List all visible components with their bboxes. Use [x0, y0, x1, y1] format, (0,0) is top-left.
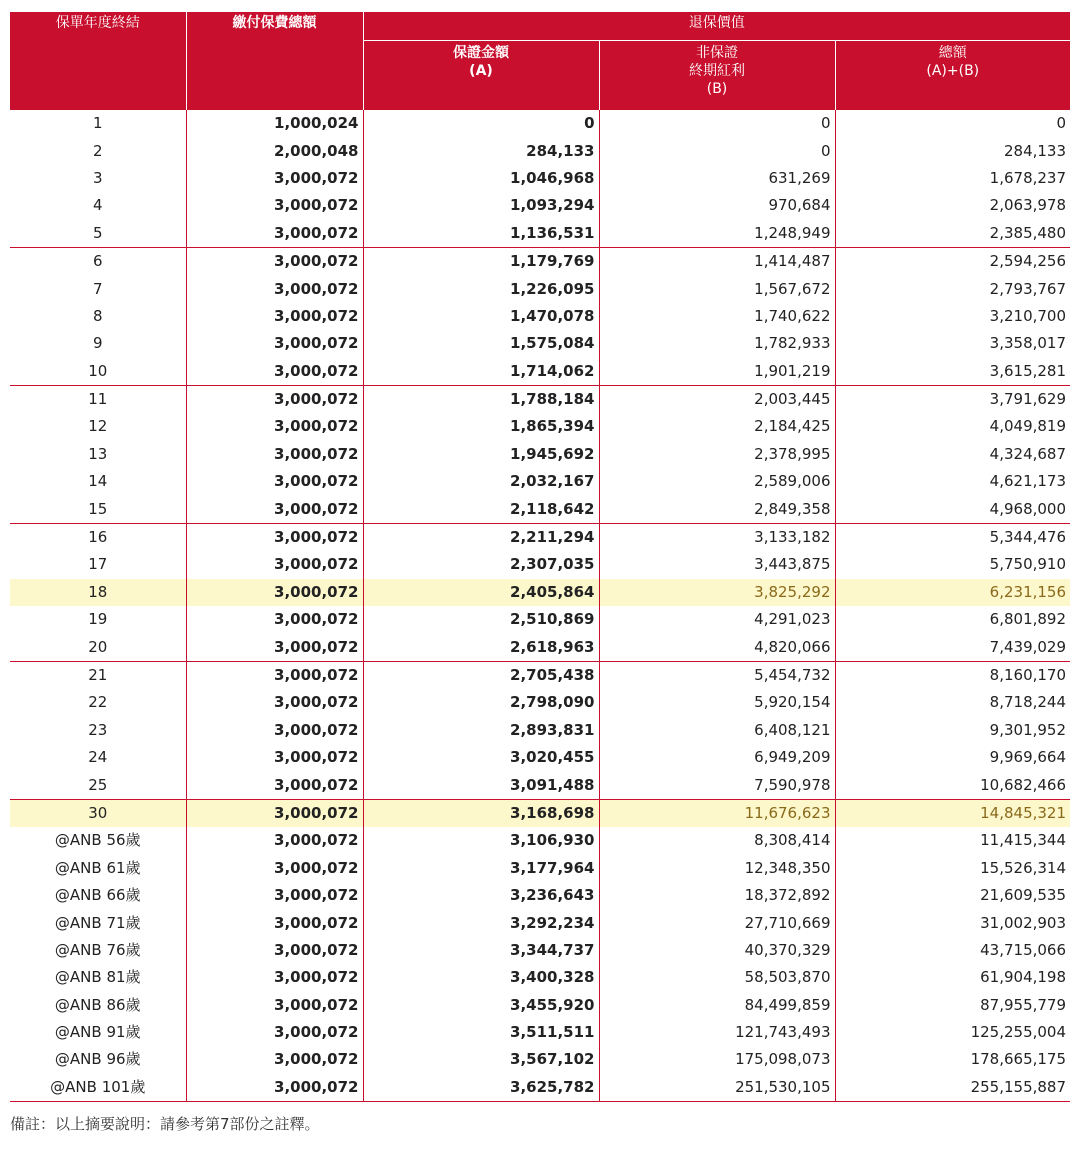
cell-total: 4,621,173: [835, 468, 1070, 495]
cell-guaranteed: 3,567,102: [363, 1046, 599, 1073]
cell-policy-year: 1: [92, 114, 103, 133]
table-row: [10, 495, 1070, 523]
cell-guaranteed: 3,511,511: [363, 1019, 599, 1046]
cell-bonus: 12,348,350: [599, 855, 835, 882]
cell-total: 4,968,000: [835, 495, 1070, 523]
table-row: [10, 358, 1070, 386]
cell-bonus: 6,408,121: [599, 717, 835, 744]
cell-bonus: 1,901,219: [599, 358, 835, 386]
cell-bonus: 1,567,672: [599, 275, 835, 302]
cell-total: 8,718,244: [835, 689, 1070, 716]
table-row: [10, 303, 1070, 330]
cell-total: 6,231,156: [835, 579, 1070, 606]
table-row: [10, 882, 1070, 909]
cell-guaranteed: 1,865,394: [363, 413, 599, 440]
cell-guaranteed: 3,344,737: [363, 937, 599, 964]
cell-total: 125,255,004: [835, 1019, 1070, 1046]
cell-total-premium: 3,000,072: [186, 523, 363, 551]
cell-policy-year: @ANB 96歲: [54, 1050, 141, 1069]
cell-bonus: 40,370,329: [599, 937, 835, 964]
cell-policy-year: @ANB 76歲: [54, 940, 141, 959]
cell-guaranteed: 2,118,642: [363, 495, 599, 523]
cell-total-premium: 3,000,072: [186, 220, 363, 248]
cell-total-premium: 3,000,072: [186, 937, 363, 964]
cell-policy-year: 5: [92, 223, 103, 242]
cell-total-premium: 3,000,072: [186, 744, 363, 771]
cell-bonus: 3,443,875: [599, 551, 835, 578]
cell-guaranteed: 2,893,831: [363, 717, 599, 744]
cell-total: 1,678,237: [835, 165, 1070, 192]
table-row: [10, 606, 1070, 633]
cell-policy-year: @ANB 86歲: [54, 995, 141, 1014]
cell-policy-year: 4: [92, 196, 103, 215]
cell-bonus: 4,820,066: [599, 633, 835, 661]
cell-total: 61,904,198: [835, 964, 1070, 991]
cell-total: 15,526,314: [835, 855, 1070, 882]
cell-total-premium: 3,000,072: [186, 192, 363, 219]
cell-policy-year: @ANB 81歲: [54, 968, 141, 987]
cell-policy-year: 20: [88, 637, 108, 656]
cell-bonus: 58,503,870: [599, 964, 835, 991]
cell-total-premium: 3,000,072: [186, 551, 363, 578]
cell-guaranteed: 3,292,234: [363, 909, 599, 936]
cell-bonus: 1,740,622: [599, 303, 835, 330]
surrender-value-table-container: [10, 12, 1070, 1102]
cell-total-premium: 3,000,072: [186, 882, 363, 909]
cell-total-premium: 3,000,072: [186, 799, 363, 827]
cell-total-premium: 3,000,072: [186, 633, 363, 661]
table-row: [10, 137, 1070, 164]
table-row: [10, 964, 1070, 991]
cell-total: 2,793,767: [835, 275, 1070, 302]
cell-total-premium: 3,000,072: [186, 303, 363, 330]
cell-guaranteed: 2,618,963: [363, 633, 599, 661]
cell-total-premium: 3,000,072: [186, 165, 363, 192]
cell-bonus: 5,920,154: [599, 689, 835, 716]
cell-total: 2,385,480: [835, 220, 1070, 248]
cell-policy-year: 22: [88, 693, 108, 712]
cell-total: 4,324,687: [835, 441, 1070, 468]
cell-guaranteed: 2,405,864: [363, 579, 599, 606]
cell-total: 6,801,892: [835, 606, 1070, 633]
cell-total-premium: 3,000,072: [186, 495, 363, 523]
header-total-line1: 總額: [938, 45, 967, 61]
header-guaranteed: [363, 41, 599, 111]
cell-policy-year: 10: [88, 361, 108, 380]
cell-policy-year: 9: [92, 334, 103, 353]
cell-bonus: 4,291,023: [599, 606, 835, 633]
header-bonus-line3: (B): [706, 81, 728, 97]
cell-guaranteed: 3,400,328: [363, 964, 599, 991]
table-row: [10, 661, 1070, 689]
cell-total-premium: 3,000,072: [186, 909, 363, 936]
cell-total: 21,609,535: [835, 882, 1070, 909]
cell-total: 0: [835, 110, 1070, 137]
table-row: [10, 385, 1070, 413]
cell-total: 9,969,664: [835, 744, 1070, 771]
surrender-value-table: [10, 12, 1070, 1102]
table-row: [10, 744, 1070, 771]
table-row: [10, 579, 1070, 606]
cell-total-premium: 3,000,072: [186, 413, 363, 440]
cell-policy-year: 18: [10, 579, 186, 606]
cell-total-premium: 3,000,072: [186, 358, 363, 386]
cell-total-premium: 3,000,072: [186, 275, 363, 302]
cell-guaranteed: 2,798,090: [363, 689, 599, 716]
cell-total: 8,160,170: [835, 661, 1070, 689]
cell-guaranteed: 0: [363, 110, 599, 137]
cell-guaranteed: 1,093,294: [363, 192, 599, 219]
cell-policy-year: 3: [92, 168, 103, 187]
cell-guaranteed: 2,510,869: [363, 606, 599, 633]
cell-guaranteed: 3,168,698: [363, 799, 599, 827]
cell-total: 5,750,910: [835, 551, 1070, 578]
cell-bonus: 2,184,425: [599, 413, 835, 440]
cell-total: 14,845,321: [835, 799, 1070, 827]
cell-guaranteed: 3,091,488: [363, 771, 599, 799]
table-row: [10, 413, 1070, 440]
cell-total: 10,682,466: [835, 771, 1070, 799]
cell-bonus: 1,782,933: [599, 330, 835, 357]
cell-guaranteed: 3,625,782: [363, 1074, 599, 1102]
cell-policy-year: 16: [10, 523, 186, 551]
cell-total-premium: 3,000,072: [186, 855, 363, 882]
cell-guaranteed: 2,211,294: [363, 523, 599, 551]
cell-bonus: 27,710,669: [599, 909, 835, 936]
cell-total: 3,210,700: [835, 303, 1070, 330]
cell-total: 43,715,066: [835, 937, 1070, 964]
cell-guaranteed: 3,455,920: [363, 992, 599, 1019]
cell-bonus: 6,949,209: [599, 744, 835, 771]
table-header: [10, 12, 1070, 110]
cell-policy-year: 8: [92, 306, 103, 325]
cell-guaranteed: 3,106,930: [363, 827, 599, 854]
cell-total: 2,594,256: [835, 247, 1070, 275]
table-row: [10, 717, 1070, 744]
table-row: [10, 689, 1070, 716]
cell-bonus: 3,825,292: [599, 579, 835, 606]
cell-bonus: 0: [599, 110, 835, 137]
cell-policy-year: 21: [10, 661, 186, 689]
cell-total-premium: 3,000,072: [186, 441, 363, 468]
cell-guaranteed: 2,705,438: [363, 661, 599, 689]
cell-policy-year: @ANB 91歲: [54, 1023, 141, 1042]
cell-total: 3,615,281: [835, 358, 1070, 386]
cell-bonus: 0: [599, 137, 835, 164]
cell-total-premium: 2,000,048: [186, 137, 363, 164]
table-row: [10, 247, 1070, 275]
cell-policy-year: 30: [10, 799, 186, 827]
cell-total-premium: 3,000,072: [186, 717, 363, 744]
table-row: [10, 1074, 1070, 1102]
table-row: [10, 220, 1070, 248]
cell-guaranteed: 284,133: [363, 137, 599, 164]
cell-policy-year: 15: [88, 499, 108, 518]
cell-total: 255,155,887: [835, 1074, 1070, 1102]
cell-policy-year: 7: [92, 279, 103, 298]
table-row: [10, 275, 1070, 302]
cell-bonus: 251,530,105: [599, 1074, 835, 1102]
cell-policy-year: 17: [88, 555, 108, 574]
cell-policy-year: 2: [92, 141, 103, 160]
cell-bonus: 2,589,006: [599, 468, 835, 495]
cell-total-premium: 3,000,072: [186, 385, 363, 413]
cell-guaranteed: 1,179,769: [363, 247, 599, 275]
table-row: [10, 633, 1070, 661]
cell-guaranteed: 1,046,968: [363, 165, 599, 192]
header-bonus: [599, 41, 835, 111]
table-row: [10, 468, 1070, 495]
cell-guaranteed: 3,236,643: [363, 882, 599, 909]
cell-total: 87,955,779: [835, 992, 1070, 1019]
table-row: [10, 937, 1070, 964]
cell-bonus: 2,378,995: [599, 441, 835, 468]
cell-total: 3,791,629: [835, 385, 1070, 413]
cell-guaranteed: 2,032,167: [363, 468, 599, 495]
table-row: [10, 827, 1070, 854]
header-policy-year: 保單年度終結: [10, 12, 186, 110]
cell-bonus: 175,098,073: [599, 1046, 835, 1073]
cell-total: 31,002,903: [835, 909, 1070, 936]
cell-total-premium: 3,000,072: [186, 827, 363, 854]
cell-guaranteed: 1,788,184: [363, 385, 599, 413]
table-row: [10, 523, 1070, 551]
cell-guaranteed: 1,714,062: [363, 358, 599, 386]
cell-guaranteed: 1,136,531: [363, 220, 599, 248]
cell-bonus: 7,590,978: [599, 771, 835, 799]
cell-total: 284,133: [835, 137, 1070, 164]
cell-policy-year: @ANB 101歲: [10, 1074, 186, 1102]
cell-policy-year: 24: [88, 748, 108, 767]
table-row: [10, 1046, 1070, 1073]
cell-policy-year: @ANB 56歲: [54, 831, 141, 850]
table-row: [10, 992, 1070, 1019]
table-row: [10, 855, 1070, 882]
cell-policy-year: 13: [88, 444, 108, 463]
table-row: [10, 551, 1070, 578]
header-total-premium: 繳付保費總額: [186, 12, 363, 110]
cell-bonus: 84,499,859: [599, 992, 835, 1019]
cell-policy-year: @ANB 61歲: [54, 858, 141, 877]
cell-total-premium: 3,000,072: [186, 1074, 363, 1102]
cell-bonus: 3,133,182: [599, 523, 835, 551]
table-row: [10, 110, 1070, 137]
cell-policy-year: 6: [10, 247, 186, 275]
cell-bonus: 1,248,949: [599, 220, 835, 248]
cell-total: 3,358,017: [835, 330, 1070, 357]
cell-total: 4,049,819: [835, 413, 1070, 440]
cell-total: 178,665,175: [835, 1046, 1070, 1073]
table-body: [10, 110, 1070, 1102]
cell-total-premium: 3,000,072: [186, 330, 363, 357]
cell-total-premium: 1,000,024: [186, 110, 363, 137]
cell-total: 11,415,344: [835, 827, 1070, 854]
header-total: [835, 41, 1070, 111]
cell-total-premium: 3,000,072: [186, 579, 363, 606]
cell-policy-year: 19: [88, 610, 108, 629]
cell-guaranteed: 1,575,084: [363, 330, 599, 357]
cell-guaranteed: 3,020,455: [363, 744, 599, 771]
cell-bonus: 11,676,623: [599, 799, 835, 827]
cell-policy-year: 11: [10, 385, 186, 413]
cell-guaranteed: 1,226,095: [363, 275, 599, 302]
table-row: [10, 771, 1070, 799]
cell-bonus: 121,743,493: [599, 1019, 835, 1046]
cell-policy-year: 14: [88, 472, 108, 491]
header-bonus-line1: 非保證: [696, 45, 738, 61]
header-total-line2: (A)+(B): [926, 63, 980, 79]
cell-guaranteed: 2,307,035: [363, 551, 599, 578]
cell-bonus: 631,269: [599, 165, 835, 192]
table-row: [10, 799, 1070, 827]
table-row: [10, 330, 1070, 357]
header-surrender-value: 退保價值: [363, 12, 1070, 41]
cell-total-premium: 3,000,072: [186, 661, 363, 689]
table-row: [10, 441, 1070, 468]
table-row: [10, 165, 1070, 192]
cell-total-premium: 3,000,072: [186, 468, 363, 495]
table-row: [10, 192, 1070, 219]
cell-bonus: 970,684: [599, 192, 835, 219]
cell-total: 2,063,978: [835, 192, 1070, 219]
cell-total-premium: 3,000,072: [186, 1019, 363, 1046]
cell-total-premium: 3,000,072: [186, 992, 363, 1019]
table-row: [10, 909, 1070, 936]
cell-total: 9,301,952: [835, 717, 1070, 744]
header-guaranteed-line1: 保證金額: [453, 45, 509, 61]
cell-total: 5,344,476: [835, 523, 1070, 551]
cell-total: 7,439,029: [835, 633, 1070, 661]
header-guaranteed-line2: (A): [469, 63, 493, 79]
cell-total-premium: 3,000,072: [186, 964, 363, 991]
cell-total-premium: 3,000,072: [186, 606, 363, 633]
cell-total-premium: 3,000,072: [186, 1046, 363, 1073]
cell-bonus: 1,414,487: [599, 247, 835, 275]
cell-guaranteed: 1,945,692: [363, 441, 599, 468]
cell-policy-year: 25: [88, 775, 108, 794]
cell-total-premium: 3,000,072: [186, 689, 363, 716]
cell-bonus: 5,454,732: [599, 661, 835, 689]
cell-bonus: 8,308,414: [599, 827, 835, 854]
cell-bonus: 18,372,892: [599, 882, 835, 909]
cell-policy-year: @ANB 71歲: [54, 913, 141, 932]
cell-total-premium: 3,000,072: [186, 771, 363, 799]
cell-policy-year: @ANB 66歲: [54, 886, 141, 905]
cell-total-premium: 3,000,072: [186, 247, 363, 275]
cell-guaranteed: 1,470,078: [363, 303, 599, 330]
cell-bonus: 2,849,358: [599, 495, 835, 523]
cell-bonus: 2,003,445: [599, 385, 835, 413]
header-bonus-line2: 終期紅利: [689, 63, 745, 79]
table-row: [10, 1019, 1070, 1046]
cell-guaranteed: 3,177,964: [363, 855, 599, 882]
cell-policy-year: 12: [88, 417, 108, 436]
footnote: 備註：以上摘要說明：請參考第7部份之註釋。: [10, 1115, 320, 1133]
cell-policy-year: 23: [88, 720, 108, 739]
